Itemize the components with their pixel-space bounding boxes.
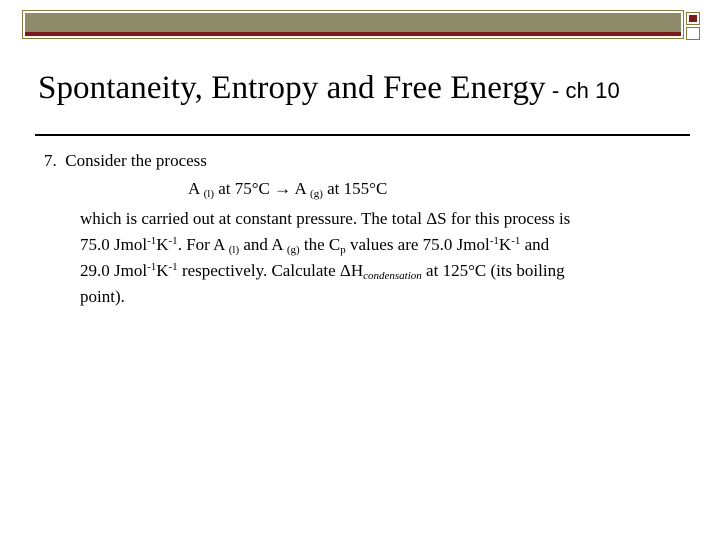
text-part: respectively. Calculate ΔH [177, 261, 364, 280]
question-line-1: which is carried out at constant pressure. The total ΔS for this process is [80, 209, 571, 228]
process-part: at 155°C [322, 179, 388, 198]
superscript: -1 [147, 261, 157, 273]
text-part: . For A [177, 235, 229, 254]
header-band [25, 13, 681, 32]
superscript: -1 [511, 235, 521, 247]
text-part: values are 75.0 Jmol [345, 235, 490, 254]
text-part: K [156, 261, 169, 280]
title-divider [35, 134, 690, 136]
subscript: (l) [228, 244, 240, 256]
text-part: K [498, 235, 512, 254]
question-intro: Consider the process [65, 151, 207, 170]
slide-title-suffix: - ch 10 [545, 78, 620, 103]
question-line-2 [80, 232, 549, 258]
text-part: 75.0 Jmol [80, 235, 148, 254]
process-equation [188, 176, 387, 202]
phase-subscript: (l) [203, 188, 214, 200]
phase-subscript: (g) [310, 188, 323, 200]
text-part: K [156, 235, 169, 254]
process-part: at 75°C → A [213, 179, 311, 198]
subscript: condensation [363, 270, 422, 282]
text-part: and [520, 235, 550, 254]
question-line-4: point). [80, 287, 125, 306]
superscript: -1 [168, 261, 178, 273]
corner-square-filled [686, 12, 700, 25]
text-part: at 125°C (its boiling [421, 261, 565, 280]
corner-square-empty [686, 27, 700, 40]
superscript: -1 [168, 235, 178, 247]
superscript: -1 [147, 235, 157, 247]
slide-title [38, 70, 620, 107]
slide-title-main: Spontaneity, Entropy and Free Energy [38, 70, 546, 106]
process-part: A [188, 179, 204, 198]
question-number: 7. [44, 151, 57, 170]
text-part: 29.0 Jmol [80, 261, 148, 280]
question-line-3 [80, 258, 565, 284]
subscript: p [340, 244, 346, 256]
text-part: and A [239, 235, 287, 254]
subscript: (g) [286, 244, 300, 256]
question-intro-line [44, 148, 207, 174]
superscript: -1 [489, 235, 499, 247]
header-accent-line [25, 32, 681, 36]
header-decoration-bar [22, 10, 684, 39]
text-part: the C [299, 235, 341, 254]
